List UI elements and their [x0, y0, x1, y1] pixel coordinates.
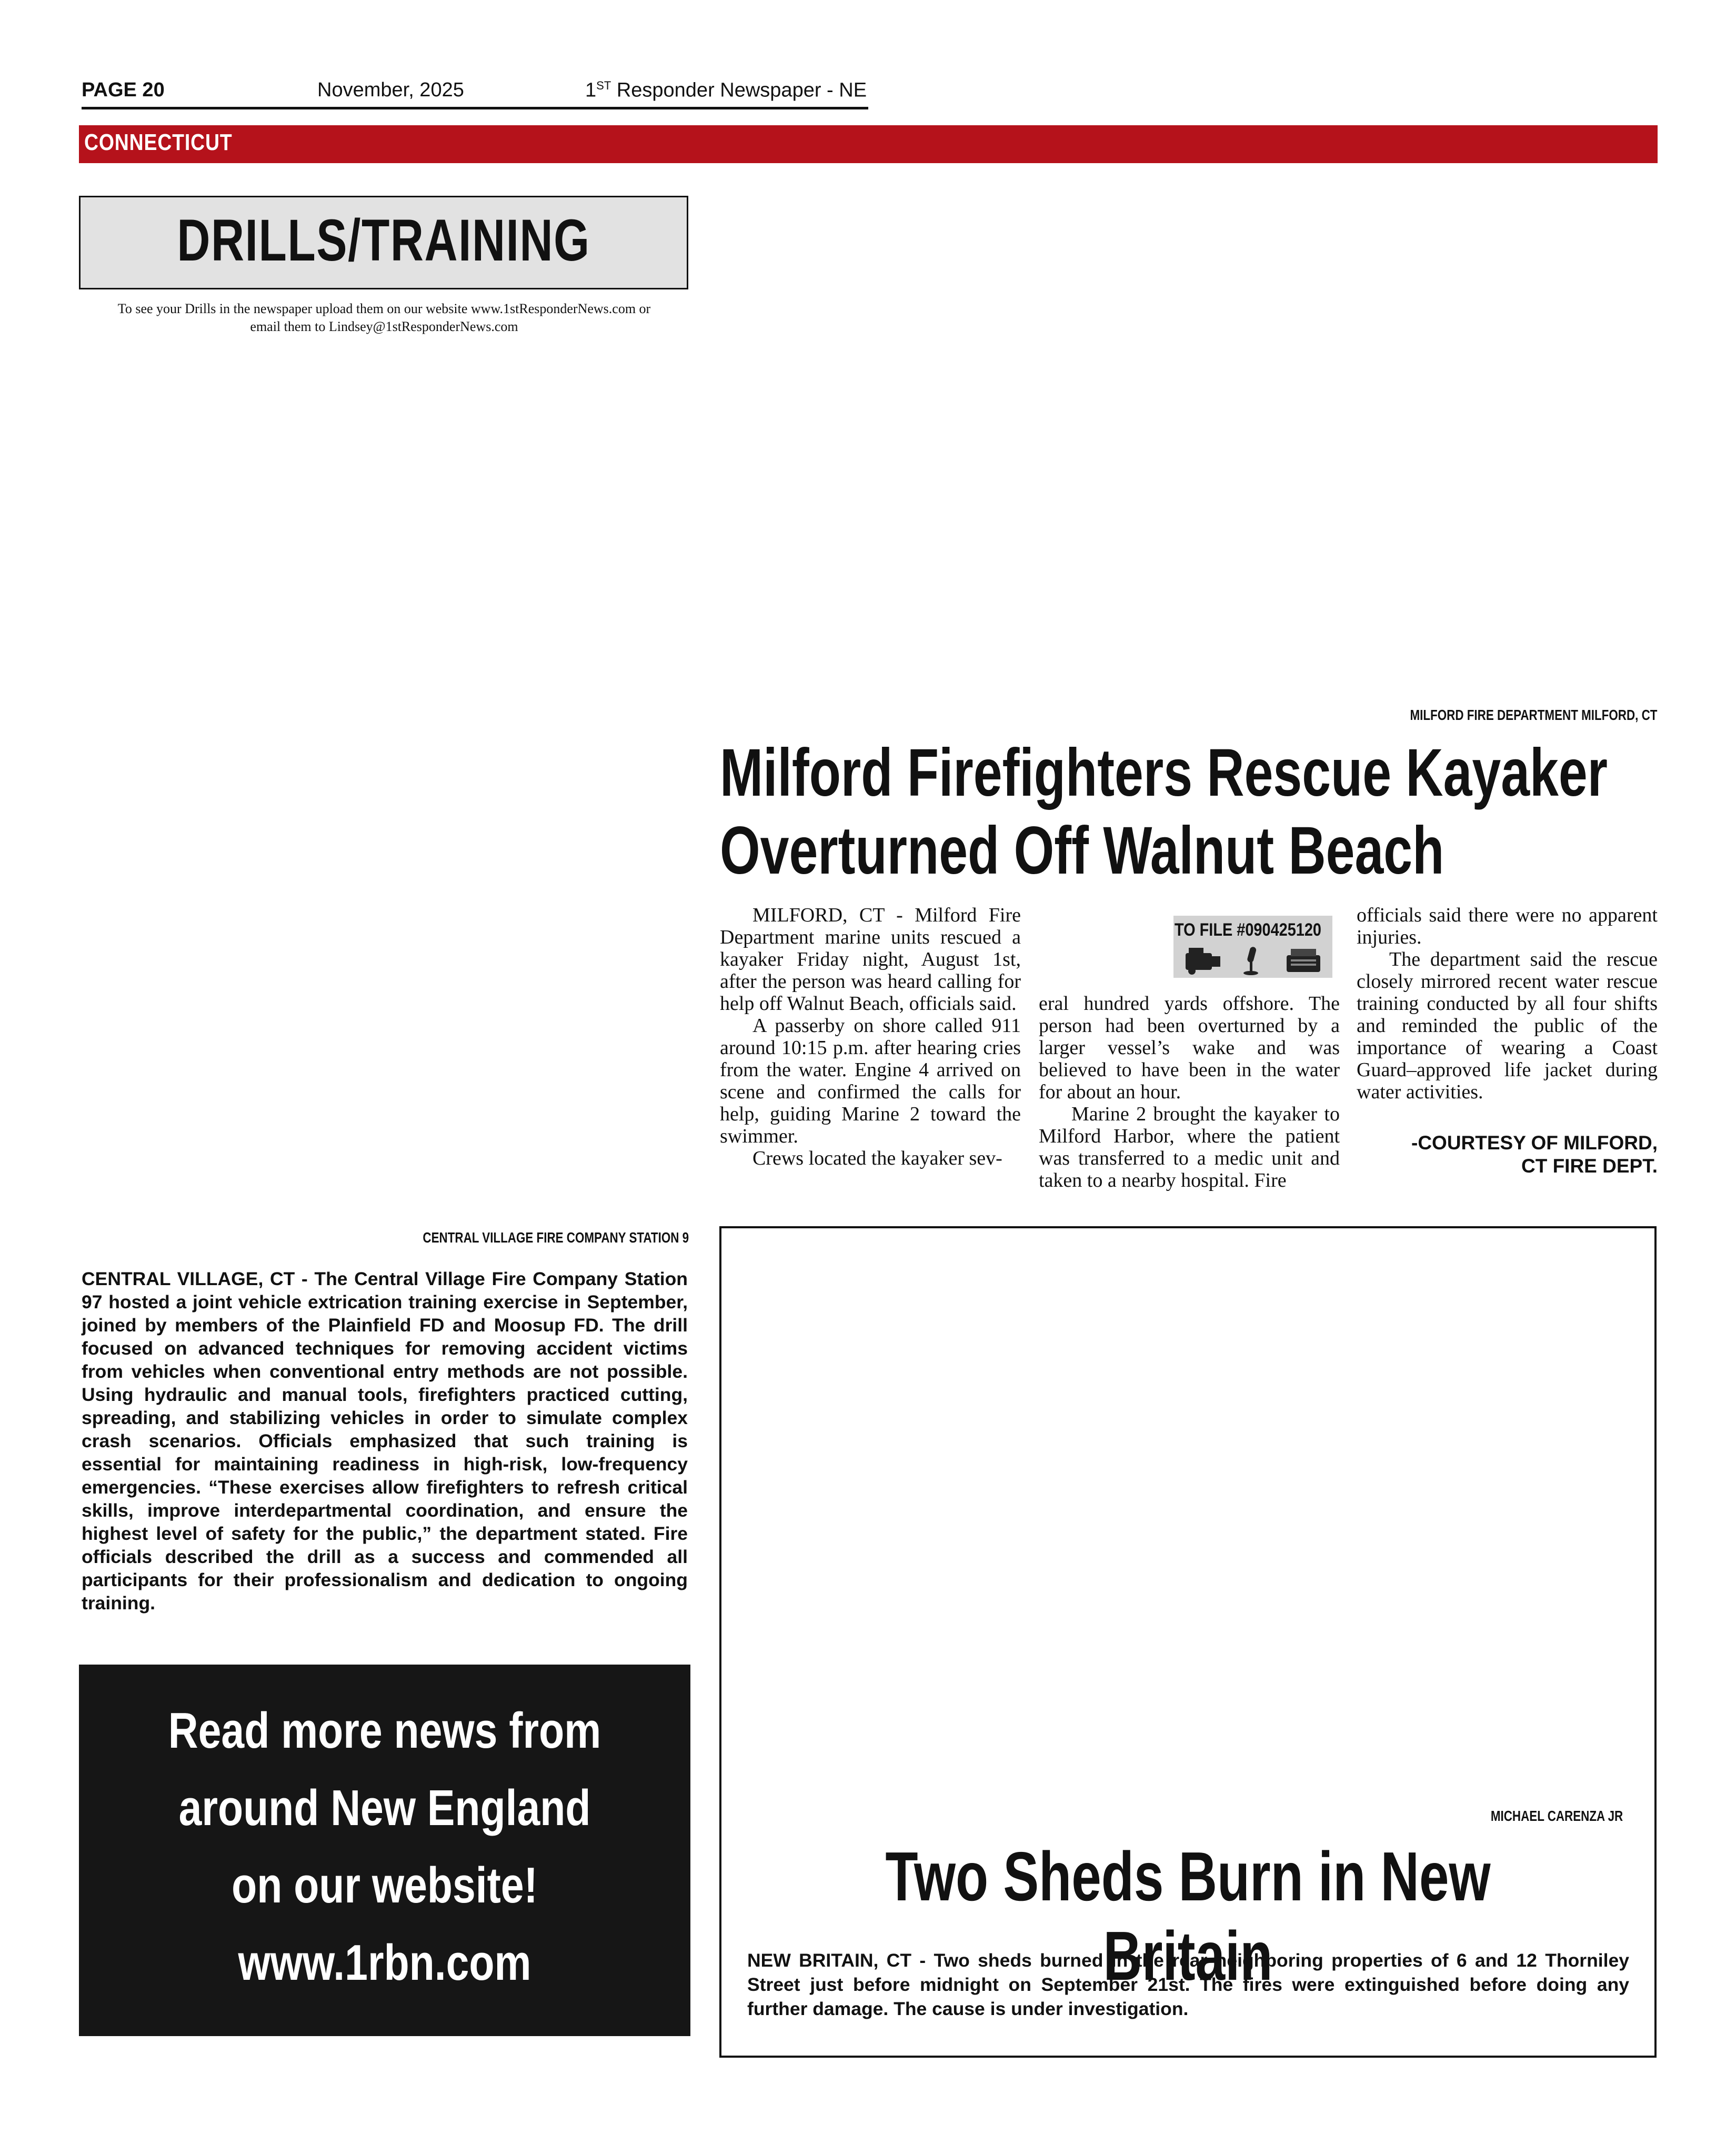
milford-column-1 [720, 904, 1021, 1169]
central-village-photo-credit: CENTRAL VILLAGE FIRE COMPANY STATION 9 [423, 1229, 689, 1246]
header-rule [82, 107, 868, 109]
drills-note-line2: email them to Lindsey@1stResponderNews.com [250, 319, 518, 334]
milford-paragraph: Marine 2 brought the kayaker to Milford Harbor, where the patient was transferred to a medic unit and taken to a nearby hospital. Fire [1039, 1103, 1340, 1191]
drills-training-title: DRILLS/TRAINING [177, 207, 590, 273]
milford-paragraph: A passerby on shore called 911 around 10:15 p.m. after hearing cries from the water. Engine 4 arrived on scene and confirmed the calls for help, guiding Marine 2 toward the swimmer. [720, 1015, 1021, 1147]
media-icons [1181, 944, 1329, 976]
drills-note-line1: To see your Drills in the newspaper upload them on our website www.1stResponderNews.com or [117, 301, 651, 316]
promo-website-link[interactable]: www.1rbn.com [238, 1935, 531, 1991]
drills-submission-note [84, 300, 684, 336]
sheds-photo-credit: MICHAEL CARENZA JR [1490, 1808, 1623, 1824]
milford-photo-credit: MILFORD FIRE DEPARTMENT MILFORD, CT [1410, 707, 1657, 723]
microphone-icon [1243, 946, 1258, 975]
website-promo-text [134, 1692, 636, 2001]
state-section-bar [79, 125, 1658, 163]
sheds-headline: Two Sheds Burn in New Britain [885, 1838, 1491, 1995]
milford-headline-line1: Milford Firefighters Rescue Kayaker [720, 735, 1608, 810]
issue-date: November, 2025 [317, 79, 464, 101]
publication-name [585, 79, 867, 102]
milford-courtesy [1357, 1131, 1658, 1178]
pub-sup: ST [596, 79, 611, 92]
milford-paragraph: officials said there were no apparent injuries. [1357, 904, 1658, 948]
milford-column-2 [1039, 993, 1340, 1191]
pub-pre: 1 [585, 79, 597, 102]
pub-post: Responder Newspaper - NE [611, 79, 867, 102]
state-section-label: CONNECTICUT [84, 129, 233, 155]
courtesy-line1: -COURTESY OF MILFORD, [1411, 1132, 1658, 1154]
video-camera-icon [1186, 948, 1220, 975]
typewriter-icon [1287, 949, 1320, 972]
promo-line3: on our website! [232, 1857, 538, 1913]
sheds-article-body: NEW BRITAIN, CT - Two sheds burned in the rear neighboring properties of 6 and 12 Thorniley Street just before midnight on September 21st. The fires were extinguished before doing any further damage. The cause is under investigation. [747, 1950, 1629, 2019]
page-number: PAGE 20 [82, 79, 165, 101]
to-file-label: TO FILE #090425120 [1175, 920, 1322, 940]
milford-column-3 [1357, 904, 1658, 1103]
promo-line1: Read more news from [168, 1702, 601, 1759]
courtesy-line2: CT FIRE DEPT. [1521, 1155, 1658, 1177]
milford-headline-line2: Overturned Off Walnut Beach [720, 813, 1444, 888]
milford-paragraph: The department said the rescue closely mirrored recent water rescue training conducted by all four shifts and reminded the public of the importance of wearing a Coast Guard–approved life jacket during water activities. [1357, 948, 1658, 1103]
milford-headline [720, 734, 1611, 890]
milford-paragraph: eral hundred yards offshore. The person had been overturned by a larger vessel’s wake and was believed to have been in the water for about an hour. [1039, 993, 1340, 1103]
promo-line2: around New England [178, 1780, 591, 1836]
milford-paragraph: MILFORD, CT - Milford Fire Department marine units rescued a kayaker Friday night, August 1st, after the person was heard calling for help off Walnut Beach, officials said. [720, 904, 1021, 1015]
milford-paragraph: Crews located the kayaker sev- [752, 1147, 1002, 1169]
central-village-article-body: CENTRAL VILLAGE, CT - The Central Village Fire Company Station 97 hosted a joint vehicle extrication training exercise in September, joined by members of the Plainfield FD and Moosup FD. The drill focused on advanced techniques for removing accident victims from vehicles when conventional entry methods are not possible. Using hydraulic and manual tools, firefighters practiced cutting, spreading, and stabilizing vehicles in order to simulate complex crash scenarios. Officials emphasized that such training is essential for maintaining readiness in high-risk, low-frequency emergencies. “These exercises allow firefighters to refresh critical skills, improve interdepartmental coordination, and ensure the highest level of safety for the public,” the department stated. Fire officials described the drill as a success and commended all participants for their professionalism and dedication to ongoing training. [82, 1268, 688, 1614]
